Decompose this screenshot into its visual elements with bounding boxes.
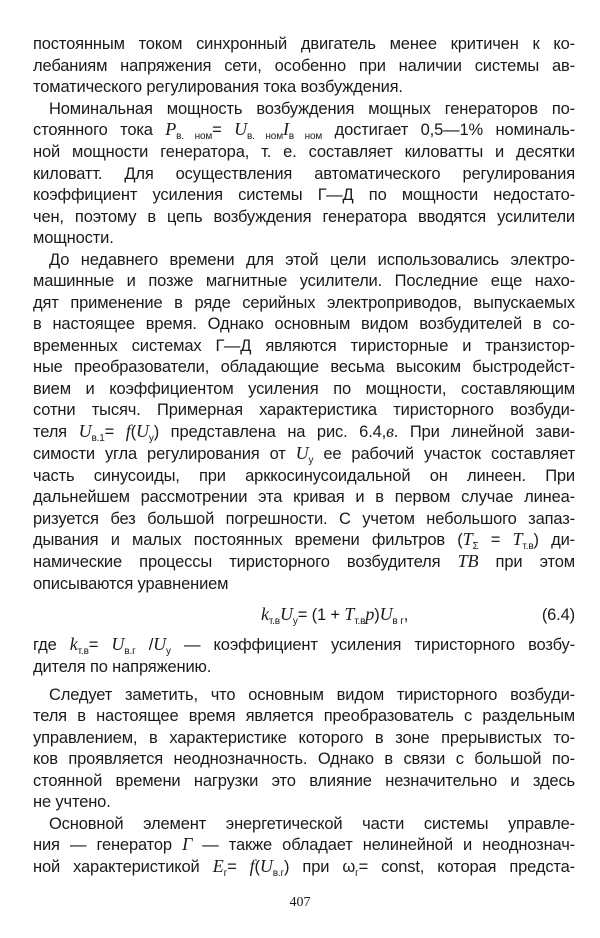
math-symbol: U (279, 604, 293, 624)
text-run: коэффициент усиления системы Г—Д по мощности недостато- (33, 186, 575, 204)
text-run: часть синусоиды, при арккосинусоидальной он линеен. При (33, 466, 575, 485)
text-line (33, 77, 575, 99)
math-symbol: U (135, 420, 149, 441)
text-run: дывания и малых постоянных времени фильтров ( (33, 531, 463, 549)
text-run: чен, поэтому в цепь возбуждения генератора вводятся усилители (33, 207, 575, 226)
math-symbol: E (212, 855, 224, 876)
text-run: не учтено. (33, 793, 111, 811)
math-symbol: U (111, 634, 125, 654)
paragraph (33, 814, 575, 879)
text-run: = (212, 121, 235, 139)
text-run: временных системах Г—Д являются тиристорные и транзистор- (33, 336, 575, 355)
text-line (33, 552, 575, 574)
text-line (33, 422, 575, 444)
math-symbol: T (344, 604, 355, 624)
text-run: управлением, в характеристике которого в зоне прерывистых то- (33, 728, 575, 747)
text-run: мощности. (33, 229, 114, 247)
math-subscript: Σ (472, 541, 479, 552)
text-line (33, 657, 575, 679)
text-run: ков проявляется неоднозначность. Однако в связи с большой по- (33, 750, 575, 768)
text-line (33, 749, 575, 771)
text-run: ) ди- (533, 531, 576, 549)
math-subscript: г (355, 867, 359, 879)
math-subscript: в. ном (176, 131, 213, 142)
math-subscript: в. ном (246, 131, 283, 142)
math-symbol: k (261, 604, 269, 624)
text-line (33, 771, 575, 793)
text-run: машинные и позже магнитные усилители. Последние еще нахо- (33, 272, 575, 290)
text-line (33, 250, 575, 272)
equation (33, 595, 575, 635)
text-run: , (403, 606, 409, 624)
text-run: Следует заметить, что основным видом тиристорного возбуди- (49, 685, 575, 704)
math-subscript: в.г (272, 867, 284, 879)
math-symbol: U (379, 604, 393, 624)
text-line (33, 228, 575, 250)
math-subscript: т.в (354, 616, 366, 627)
text-run: ной характеристикой (33, 857, 213, 876)
text-line (33, 857, 575, 879)
text-line (33, 400, 575, 422)
text-run: = (227, 857, 250, 876)
text-line (33, 56, 575, 78)
math-subscript: у (166, 646, 171, 657)
text-line (33, 792, 575, 814)
text-line (33, 164, 575, 186)
text-run: ее рабочий участок составляет (313, 444, 575, 463)
math-subscript: в.г (124, 646, 136, 657)
math-symbol: U (234, 119, 247, 139)
text-line (33, 706, 575, 728)
math-symbol: U (295, 442, 309, 463)
text-run: дят применение в ряде серийных электроприводов, выпускаемых (33, 293, 575, 312)
math-symbol: T (512, 529, 523, 549)
text-run: дителя по напряжению. (33, 658, 212, 676)
text-run: где (33, 636, 70, 654)
math-subscript: т.в (268, 616, 280, 627)
text-line (33, 271, 575, 293)
math-symbol: U (78, 420, 92, 441)
text-run: — коэффициент усиления тиристорного возбу- (170, 636, 576, 654)
text-run: при этом (478, 553, 575, 571)
math-symbol: U (259, 855, 273, 876)
text-line (33, 357, 575, 379)
math-subscript: т.в (77, 646, 89, 657)
text-run: ные преобразователи, обладающие весьма высоким быстродейст- (33, 358, 575, 376)
text-run: в настоящее время. Однако основным видом возбудителей в со- (33, 315, 575, 333)
text-run: ) при ω (284, 857, 356, 876)
text-line (33, 379, 575, 401)
math-symbol: k (69, 634, 78, 654)
text-run: достигает 0,5—1% номиналь- (322, 121, 575, 139)
text-run: ной мощности генератора, т. е. составляет киловатты и десятки (33, 143, 575, 161)
text-line (33, 34, 575, 56)
text-run: ризуется без большой погрешности. С учетом небольшого запаз- (33, 509, 575, 528)
text-line (33, 574, 575, 596)
text-run: стоянного тока (33, 121, 166, 139)
math-symbol: U (153, 634, 167, 654)
text-line (33, 509, 575, 531)
text-run: ) представлена на рис. 6.4, (153, 422, 387, 441)
equation-formula (261, 595, 408, 635)
text-run: ( (130, 422, 136, 441)
math-symbol: f (125, 420, 131, 441)
math-symbol: Г (182, 834, 193, 854)
text-line (33, 120, 575, 142)
text-run: стоянной времени нагрузки это влияние незначительно и здесь (33, 771, 575, 790)
text-line (33, 293, 575, 315)
math-symbol: p (365, 604, 375, 624)
text-run: симости угла регулирования от (33, 444, 296, 463)
text-line (33, 487, 575, 509)
page-number: 407 (289, 895, 311, 910)
math-subscript: в г (392, 616, 404, 627)
text-run: До недавнего времени для этой цели использовались электро- (49, 250, 575, 269)
text-run: = (104, 422, 126, 441)
math-subscript: в.1 (91, 432, 105, 444)
text-line (33, 835, 575, 857)
text-line (33, 728, 575, 750)
text-run: ния — генератор (33, 836, 183, 854)
text-line (33, 142, 575, 164)
math-subscript: т.в (522, 541, 534, 552)
math-subscript: в ном (288, 131, 323, 142)
document-page (33, 34, 575, 879)
text-run: томатического регулирования тока возбуждения. (33, 78, 403, 96)
math-subscript: у (308, 454, 314, 466)
math-symbol: T (462, 529, 473, 549)
math-symbol: ТВ (457, 551, 479, 571)
paragraph (33, 250, 575, 596)
text-run: = const, которая предста- (358, 857, 576, 876)
text-run: лебаниям напряжения сети, особенно при наличии системы ав- (33, 56, 575, 75)
math-symbol: P (165, 119, 177, 139)
paragraph (33, 99, 575, 250)
math-symbol: I (282, 119, 289, 139)
text-run: киловатт. Для осуществления автоматического регулирования (33, 164, 575, 183)
text-run: намические процессы тиристорного возбудителя (33, 553, 458, 571)
text-run: ) (374, 606, 380, 624)
text-run: сотни тысяч. Примерная характеристика тиристорного возбуди- (33, 401, 575, 419)
math-symbol: в (386, 420, 394, 441)
text-run: описываются уравнением (33, 574, 229, 593)
paragraph (33, 685, 575, 814)
text-run: = (478, 531, 513, 549)
text-run: = (88, 636, 112, 654)
text-line (33, 635, 575, 657)
text-line (33, 530, 575, 552)
text-line (33, 814, 575, 836)
text-line (33, 314, 575, 336)
text-line (33, 185, 575, 207)
text-run: теля (33, 422, 79, 441)
text-line (33, 336, 575, 358)
text-run: = (1 + (297, 606, 345, 624)
text-line (33, 685, 575, 707)
math-subscript: у (292, 616, 298, 627)
math-subscript: у (148, 432, 154, 444)
text-run: дальнейшем рассмотрении эта кривая и в первом случае линеа- (33, 488, 575, 506)
text-line (33, 99, 575, 121)
paragraph (33, 635, 575, 679)
text-line (33, 444, 575, 466)
text-line (33, 207, 575, 229)
text-run: вием и коэффициентом усиления по мощности, составляющим (33, 379, 575, 398)
text-run: — также обладает нелинейной и неоднознач- (192, 836, 575, 854)
paragraph (33, 34, 575, 99)
equation-number: (6.4) (541, 606, 575, 624)
text-run: Основной элемент энергетической части системы управле- (49, 814, 575, 833)
text-run: Номинальная мощность возбуждения мощных генераторов по- (49, 99, 575, 118)
text-run: / (135, 636, 154, 654)
text-run: постоянным током синхронный двигатель менее критичен к ко- (33, 35, 575, 53)
math-symbol: f (249, 855, 255, 876)
text-run: теля в настоящее время является преобразователь с раздельным (33, 707, 575, 725)
text-line (33, 466, 575, 488)
text-run: . При линейной зави- (393, 422, 576, 441)
math-subscript: г (223, 867, 228, 879)
text-run: ( (254, 857, 260, 876)
